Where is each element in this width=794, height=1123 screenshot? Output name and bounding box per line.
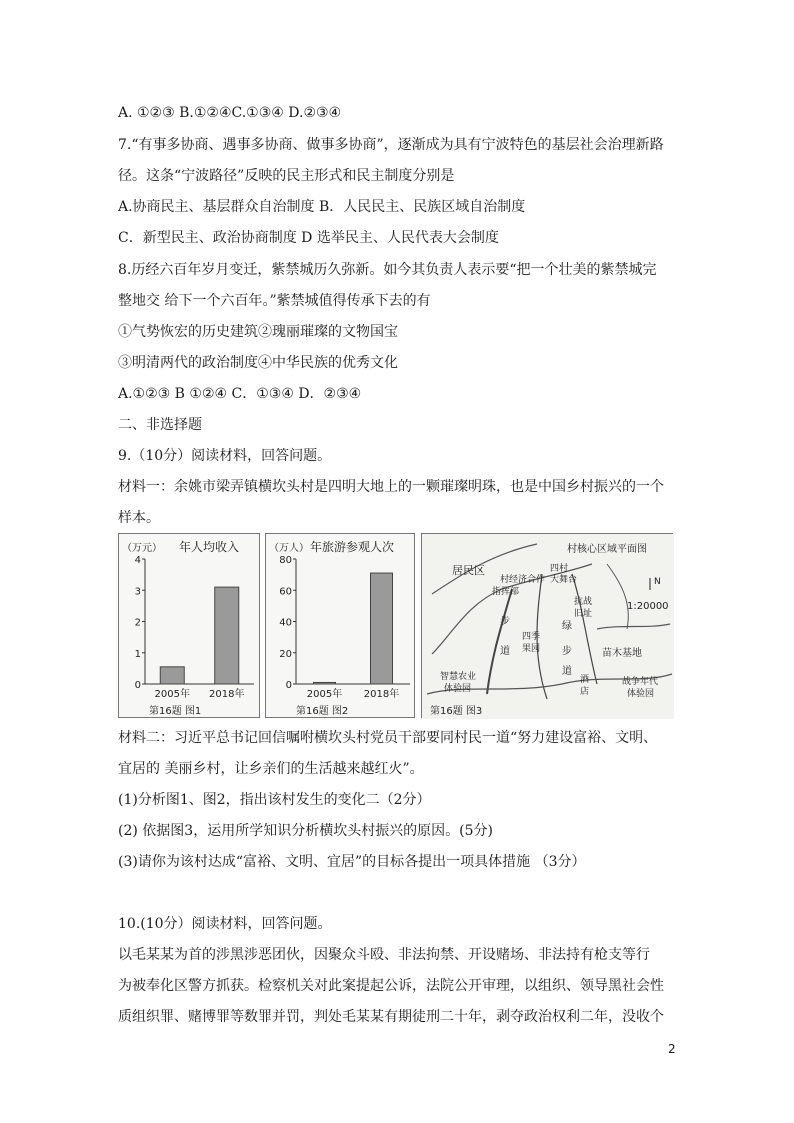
fig2-ticks: [279, 555, 296, 691]
fig1-title: 年人均收入: [179, 540, 240, 554]
label-green-a: 绿: [562, 621, 572, 632]
bar-2005年: [160, 667, 184, 684]
q9-sub1: (1)分析图1、图2，指出该村发生的变化二（2分）: [118, 792, 431, 808]
y-tick-label: 0: [134, 680, 141, 691]
fig1-unit: （万元）: [122, 543, 162, 554]
bar-2018年: [371, 573, 393, 684]
y-tick-label: 20: [279, 648, 292, 660]
label-stage: 四村: [550, 564, 569, 574]
label-agri-a: 智慧农业: [440, 672, 477, 682]
label-memorial: 抗战: [574, 597, 593, 607]
north-label: N: [654, 577, 661, 587]
category-label: 2018年: [209, 689, 245, 700]
figure-2-svg: [266, 534, 416, 719]
q6-options: A. ①②③ B.①②④C.①③④ D.②③④: [118, 105, 342, 121]
fig3-caption: 第16题 图3: [430, 706, 483, 717]
figure-1-svg: [119, 534, 261, 719]
category-label: 2018年: [363, 689, 400, 700]
q9-material1-line1: 材料一：余姚市梁弄镇横坎头村是四明大地上的一颗璀璨明珠，也是中国乡村振兴的一个: [118, 479, 664, 495]
bar-2005年: [314, 682, 336, 684]
q8-items-12: ①气势恢宏的历史建筑②瑰丽璀璨的文物国宝: [118, 324, 398, 340]
label-residential: 居民区: [452, 564, 485, 577]
page-number: 2: [668, 1042, 676, 1056]
y-tick-label: 2: [134, 617, 141, 629]
q7-stem-line1: 7.“有事多协商、遇事多协商、做事多协商”，逐渐成为具有宁波特色的基层社会治理新路: [118, 137, 664, 153]
label-orchard-a: 四季: [522, 632, 541, 642]
q8-options: A.①②③ B ①②④ C．①③④ D．②③④: [118, 386, 362, 402]
bar-2018年: [215, 587, 239, 684]
y-tick-label: 4: [134, 555, 141, 566]
label-war-a: 战争年代: [622, 677, 659, 687]
q7-stem-line2: 径。这条“宁波路径”反映的民主形式和民主制度分别是: [118, 168, 455, 184]
q9-material2-line2: 宜居的 美丽乡村，让乡亲们的生活越来越红火”。: [118, 761, 424, 777]
q8-stem-line1: 8.历经六百年岁月变迁，紫禁城历久弥新。如今其负责人表示要“把一个壮美的紫禁城完: [118, 262, 657, 278]
fig2-title: 年旅游参观人次: [310, 540, 395, 554]
label-stage2: 大舞台: [550, 575, 578, 585]
q7-options-cd: C．新型民主、政治协商制度 D 选举民主、人民代表大会制度: [118, 230, 499, 246]
fig2-unit: （万人）: [269, 543, 309, 554]
fig2-bars: [314, 573, 393, 684]
label-hq-b: 指挥部: [492, 587, 520, 597]
category-label: 2005年: [306, 689, 343, 700]
y-tick-label: 0: [285, 680, 292, 691]
q10-text-line1: 以毛某某为首的涉黑涉恶团伙，因聚众斗殴、非法拘禁、开设赌场、非法持有枪支等行: [118, 947, 650, 963]
figure-1-income-chart: [118, 533, 260, 718]
label-hotel-b: 店: [580, 687, 590, 697]
y-tick-label: 80: [279, 555, 292, 566]
figure-3-svg: [422, 534, 674, 719]
fig1-ticks: [135, 555, 145, 691]
y-tick-label: 1: [134, 648, 141, 660]
label-green-c: 道: [562, 666, 572, 677]
figure-3-village-map: [421, 533, 673, 718]
q10-text-line2: 为被奉化区警方抓获。检察机关对此案提起公诉，法院公开审理，以组织、领导黑社会性: [118, 978, 664, 994]
q9-material2-line1: 材料二：习近平总书记回信嘱咐横坎头村党员干部要同村民一道“努力建设富裕、文明、: [118, 730, 658, 746]
q7-options-ab: A.协商民主、基层群众自治制度 B．人民民主、民族区域自治制度: [118, 199, 526, 215]
q8-items-34: ③明清两代的政治制度④中华民族的优秀文化: [118, 355, 398, 371]
label-path-b: 道: [500, 646, 510, 657]
fig2-caption: 第16题 图2: [296, 706, 349, 717]
q9-heading: 9.（10分）阅读材料，回答问题。: [118, 448, 332, 464]
fig1-caption: 第16题 图1: [149, 706, 202, 717]
figure-2-tourism-chart: [265, 533, 415, 718]
label-green-b: 步: [562, 646, 572, 657]
label-hotel-a: 酒: [580, 675, 590, 685]
label-war-b: 体验园: [627, 689, 655, 699]
fig1-bars: [160, 587, 239, 684]
scale-label: 1:20000: [627, 601, 669, 612]
fig2-categories: [307, 687, 399, 700]
category-label: 2005年: [154, 689, 190, 700]
label-nursery: 苗木基地: [602, 648, 642, 659]
section-heading: 二、非选择题: [118, 417, 202, 433]
label-orchard-b: 果园: [522, 644, 541, 654]
q10-heading: 10.(10分）阅读材料，回答问题。: [118, 916, 332, 932]
fig3-title: 村核心区域平面图: [567, 544, 647, 555]
q9-sub2: (2) 依据图3，运用所学知识分析横坎头村振兴的原因。(5分): [118, 823, 494, 839]
q10-text-line3: 质组织罪、赌博罪等数罪并罚，判处毛某某有期徒刑二十年，剥夺政治权利二年，没收个: [118, 1009, 664, 1025]
label-path-a: 步: [500, 616, 510, 627]
q9-sub3: (3)请你为该村达成“富裕、文明、宜居”的目标各提出一项具体措施 （3分）: [118, 854, 586, 870]
fig1-categories: [155, 687, 245, 700]
label-memorial2: 旧址: [574, 609, 593, 619]
y-tick-label: 60: [279, 586, 292, 598]
label-hq-a: 村经济合作: [500, 575, 546, 585]
y-tick-label: 40: [279, 617, 292, 629]
y-tick-label: 3: [134, 586, 141, 598]
q8-stem-line2: 整地交 给下一个六百年。”紫禁城值得传承下去的有: [118, 293, 431, 309]
q9-material1-line2: 样本。: [118, 510, 160, 526]
label-agri-b: 体验园: [444, 684, 472, 694]
